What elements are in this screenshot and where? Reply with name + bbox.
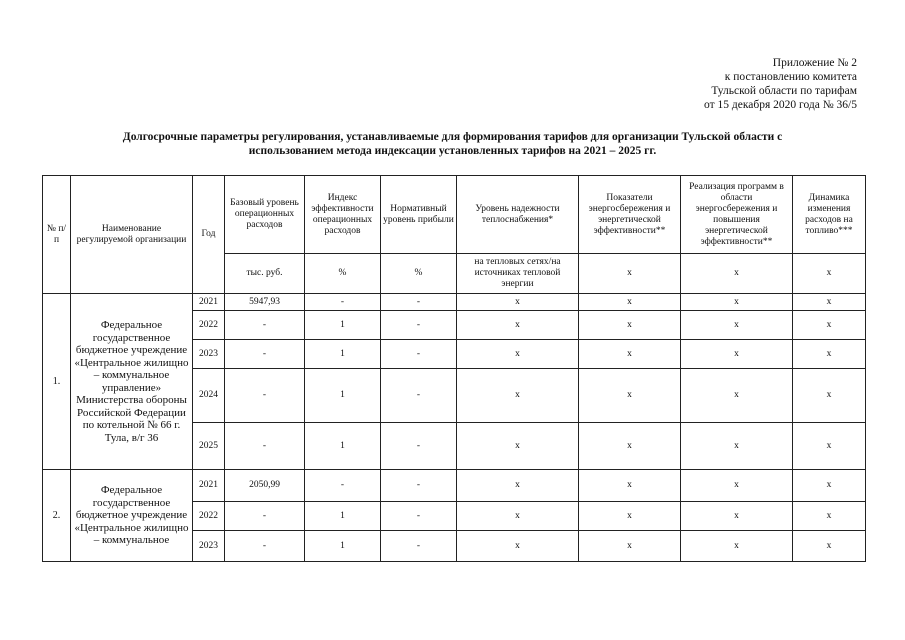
cell-energy: х <box>579 294 681 311</box>
appendix-line-4: от 15 декабря 2020 года № 36/5 <box>704 99 857 111</box>
cell-programs: х <box>681 369 793 423</box>
cell-year: 2023 <box>193 340 225 369</box>
cell-fuel: х <box>793 311 866 340</box>
cell-reliability: х <box>457 369 579 423</box>
cell-base: - <box>225 311 305 340</box>
header-index: Индекс эффективности операционных расходов <box>305 176 381 254</box>
cell-programs: х <box>681 470 793 502</box>
cell-energy: х <box>579 369 681 423</box>
cell-base: 5947,93 <box>225 294 305 311</box>
cell-profit: - <box>381 340 457 369</box>
cell-energy: х <box>579 502 681 531</box>
cell-reliability: х <box>457 470 579 502</box>
cell-reliability: х <box>457 311 579 340</box>
parameters-table <box>42 175 866 562</box>
cell-year: 2022 <box>193 502 225 531</box>
unit-base: тыс. руб. <box>225 254 305 294</box>
header-energy: Показатели энергосбережения и энергетической эффективности** <box>579 176 681 254</box>
cell-programs: х <box>681 340 793 369</box>
cell-profit: - <box>381 294 457 311</box>
cell-reliability: х <box>457 294 579 311</box>
cell-base: 2050,99 <box>225 470 305 502</box>
cell-energy: х <box>579 531 681 562</box>
cell-profit: - <box>381 531 457 562</box>
cell-index: 1 <box>305 340 381 369</box>
cell-year: 2021 <box>193 470 225 502</box>
cell-base: - <box>225 423 305 470</box>
unit-programs: х <box>681 254 793 294</box>
cell-base: - <box>225 369 305 423</box>
cell-programs: х <box>681 423 793 470</box>
organization-name: Федеральное государственное бюджетное учреждение «Центральное жилищно – коммунальное управление» Министерства обороны Российской Федерации по котельной № 66 г. Тула, в/г 36 <box>71 294 193 470</box>
cell-year: 2022 <box>193 311 225 340</box>
cell-fuel: х <box>793 294 866 311</box>
cell-reliability: х <box>457 502 579 531</box>
header-num: № п/п <box>43 176 71 294</box>
table-row <box>43 294 866 311</box>
appendix-line-2: к постановлению комитета <box>724 71 857 83</box>
header-reliability: Уровень надежности теплоснабжения* <box>457 176 579 254</box>
cell-fuel: х <box>793 470 866 502</box>
header-org: Наименование регулируемой организации <box>71 176 193 294</box>
cell-index: 1 <box>305 502 381 531</box>
appendix-line-1: Приложение № 2 <box>772 57 857 69</box>
cell-energy: х <box>579 423 681 470</box>
cell-index: 1 <box>305 369 381 423</box>
cell-index: 1 <box>305 423 381 470</box>
cell-index: - <box>305 294 381 311</box>
cell-reliability: х <box>457 531 579 562</box>
unit-energy: х <box>579 254 681 294</box>
cell-profit: - <box>381 423 457 470</box>
header-programs: Реализация программ в области энергосбережения и повышения энергетической эффективности** <box>681 176 793 254</box>
document-title <box>40 130 865 158</box>
appendix-line-3: Тульской области по тарифам <box>711 85 857 97</box>
cell-profit: - <box>381 311 457 340</box>
row-number: 2. <box>43 470 71 562</box>
cell-index: - <box>305 470 381 502</box>
cell-programs: х <box>681 294 793 311</box>
header-profit: Нормативный уровень прибыли <box>381 176 457 254</box>
cell-year: 2021 <box>193 294 225 311</box>
title-line-2: использованием метода индексации установленных тарифов на 2021 – 2025 гг. <box>248 145 657 157</box>
cell-fuel: х <box>793 423 866 470</box>
table-row <box>43 470 866 502</box>
header-base: Базовый уровень операционных расходов <box>225 176 305 254</box>
cell-reliability: х <box>457 423 579 470</box>
organization-name: Федеральное государственное бюджетное учреждение «Центральное жилищно – коммунальное <box>71 470 193 562</box>
cell-base: - <box>225 502 305 531</box>
cell-energy: х <box>579 311 681 340</box>
cell-energy: х <box>579 470 681 502</box>
cell-programs: х <box>681 531 793 562</box>
cell-profit: - <box>381 470 457 502</box>
cell-base: - <box>225 340 305 369</box>
cell-profit: - <box>381 369 457 423</box>
unit-profit: % <box>381 254 457 294</box>
cell-base: - <box>225 531 305 562</box>
cell-fuel: х <box>793 340 866 369</box>
cell-index: 1 <box>305 311 381 340</box>
unit-reliability: на тепловых сетях/на источниках тепловой энергии <box>457 254 579 294</box>
cell-year: 2024 <box>193 369 225 423</box>
unit-fuel: х <box>793 254 866 294</box>
appendix-block <box>704 56 857 112</box>
cell-fuel: х <box>793 531 866 562</box>
cell-profit: - <box>381 502 457 531</box>
cell-fuel: х <box>793 502 866 531</box>
header-fuel: Динамика изменения расходов на топливо*** <box>793 176 866 254</box>
title-line-1: Долгосрочные параметры регулирования, устанавливаемые для формирования тарифов для организации Тульской области с <box>122 131 783 143</box>
cell-year: 2023 <box>193 531 225 562</box>
unit-index: % <box>305 254 381 294</box>
cell-index: 1 <box>305 531 381 562</box>
row-number: 1. <box>43 294 71 470</box>
cell-fuel: х <box>793 369 866 423</box>
cell-reliability: х <box>457 340 579 369</box>
cell-programs: х <box>681 311 793 340</box>
cell-programs: х <box>681 502 793 531</box>
header-year: Год <box>193 176 225 294</box>
cell-energy: х <box>579 340 681 369</box>
cell-year: 2025 <box>193 423 225 470</box>
